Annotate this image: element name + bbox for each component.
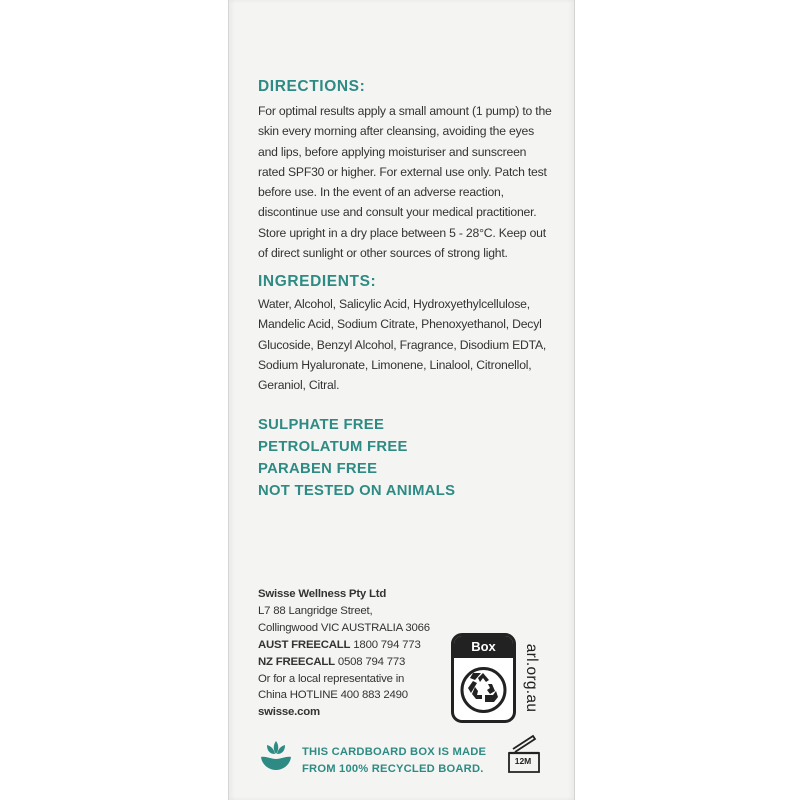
local-rep-line-1: Or for a local representative in xyxy=(258,672,405,685)
nz-freecall-label: NZ FREECALL xyxy=(258,655,335,668)
recycled-board-notice xyxy=(302,744,502,777)
claim-paraben-free: PARABEN FREE xyxy=(258,461,378,477)
website: swisse.com xyxy=(258,706,320,719)
address-line-1: L7 88 Langridge Street, xyxy=(258,604,373,617)
recycled-notice-line-1: THIS CARDBOARD BOX IS MADE xyxy=(302,746,487,758)
packaging-panel xyxy=(228,0,575,800)
product-claims xyxy=(258,414,455,502)
address-line-2: Collingwood VIC AUSTRALIA 3066 xyxy=(258,621,430,634)
recycling-org-text: arl.org.au xyxy=(523,643,540,713)
company-name: Swisse Wellness Pty Ltd xyxy=(258,588,387,600)
recycling-badge-label: Box xyxy=(454,636,513,658)
period-after-opening xyxy=(505,733,547,775)
nz-freecall xyxy=(258,654,458,671)
recycling-badge xyxy=(451,633,516,723)
recycling-org-label xyxy=(517,633,545,723)
company-address xyxy=(258,586,458,721)
claim-petrolatum-free: PETROLATUM FREE xyxy=(258,439,408,455)
pao-label: 12M xyxy=(514,756,532,766)
local-rep-line-2: China HOTLINE 400 883 2490 xyxy=(258,689,408,702)
recycled-notice-line-2: FROM 100% RECYCLED BOARD. xyxy=(302,762,484,775)
open-jar-icon xyxy=(505,733,547,775)
aust-freecall-label: AUST FREECALL xyxy=(258,638,351,651)
aust-freecall xyxy=(258,637,458,654)
recycle-icon xyxy=(459,664,508,716)
directions-heading: DIRECTIONS: xyxy=(258,78,366,95)
aust-freecall-number: 1800 794 773 xyxy=(353,638,421,651)
claim-not-tested-on-animals: NOT TESTED ON ANIMALS xyxy=(258,483,456,499)
nz-freecall-number: 0508 794 773 xyxy=(337,655,406,668)
directions-text: For optimal results apply a small amount (1 pump) to the skin every morning after cleansing, avoiding the eyes and lips, before applying moisturiser and sunscreen rated SPF30 or higher. For external use only. Patch test before use. In the event of an adverse reaction, discontinue use and consult your medical practitioner. Store upright in a dry place between 5 - 28°C. Keep out of direct sunlight or other sources of strong light. xyxy=(258,104,552,261)
ingredients-heading: INGREDIENTS: xyxy=(258,273,377,290)
leaf-hand-icon xyxy=(257,735,295,775)
claim-sulphate-free: SULPHATE FREE xyxy=(258,417,385,433)
ingredients-text: Water, Alcohol, Salicylic Acid, Hydroxyethylcellulose, Mandelic Acid, Sodium Citrate, Phenoxyethanol, Decyl Glucoside, Benzyl Alcohol, Fragrance, Disodium EDTA, Sodium Hyaluronate, Limonene, Linalool, Citronellol, Geraniol, Citral. xyxy=(258,297,547,393)
